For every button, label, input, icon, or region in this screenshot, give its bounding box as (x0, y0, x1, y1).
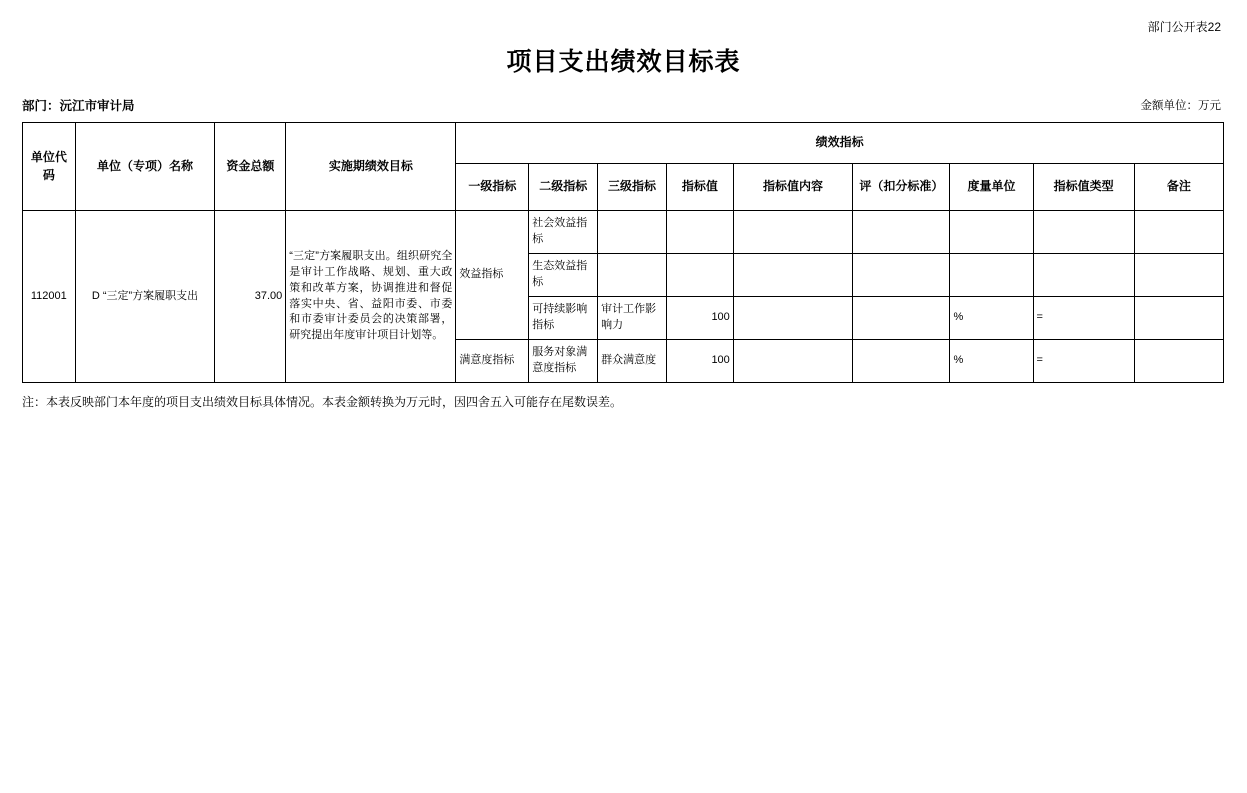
page-title: 项目支出绩效目标表 (506, 49, 741, 76)
form-code: 部门公开表22 (1147, 20, 1221, 34)
header-scoring-standard: 评（扣分标准） (853, 164, 950, 211)
cell-remark (1134, 297, 1223, 340)
table-note: 注：本表反映部门本年度的项目支出绩效目标具体情况。本表金额转换为万元时，因四舍五入可能存在尾数误差。 (22, 395, 623, 409)
cell-target-value (666, 211, 733, 254)
cell-level3 (598, 211, 667, 254)
header-value-content: 指标值内容 (733, 164, 852, 211)
cell-unit-code: 112001 (23, 211, 76, 383)
header-period-goal: 实施期绩效目标 (286, 123, 456, 211)
cell-target-value: 100 (666, 297, 733, 340)
cell-target-value: 100 (666, 340, 733, 383)
cell-scoring (853, 211, 950, 254)
header-total-amount: 资金总额 (215, 123, 286, 211)
department-label: 部门：沅江市审计局 (22, 99, 135, 113)
header-level3: 三级指标 (598, 164, 667, 211)
header-target-value: 指标值 (666, 164, 733, 211)
cell-value-content (733, 340, 852, 383)
cell-value-type (1033, 254, 1134, 297)
cell-value-type: = (1033, 340, 1134, 383)
cell-level2: 可持续影响指标 (529, 297, 598, 340)
cell-value-content (733, 297, 852, 340)
cell-value-content (733, 254, 852, 297)
header-measure-unit: 度量单位 (950, 164, 1033, 211)
cell-scoring (853, 254, 950, 297)
cell-unit-name: D “三定”方案履职支出 (75, 211, 215, 383)
cell-measure-unit: % (950, 297, 1033, 340)
cell-remark (1134, 254, 1223, 297)
header-unit-code: 单位代码 (23, 123, 76, 211)
cell-target-value (666, 254, 733, 297)
cell-remark (1134, 211, 1223, 254)
header-remark: 备注 (1134, 164, 1223, 211)
performance-target-table (22, 122, 1224, 383)
amount-unit-label: 金额单位：万元 (1140, 100, 1221, 112)
header-level1: 一级指标 (456, 164, 529, 211)
header-performance-indicators: 绩效指标 (456, 123, 1224, 164)
cell-level3: 审计工作影响力 (598, 297, 667, 340)
cell-level2: 生态效益指标 (529, 254, 598, 297)
header-value-type: 指标值类型 (1033, 164, 1134, 211)
cell-level1-satisfaction: 满意度指标 (456, 340, 529, 383)
cell-level3: 群众满意度 (598, 340, 667, 383)
cell-total-amount: 37.00 (215, 211, 286, 383)
meta-row (22, 96, 1225, 118)
cell-level3 (598, 254, 667, 297)
cell-measure-unit (950, 211, 1033, 254)
cell-level2: 服务对象满意度指标 (529, 340, 598, 383)
cell-scoring (853, 340, 950, 383)
cell-value-content (733, 211, 852, 254)
cell-remark (1134, 340, 1223, 383)
cell-value-type: = (1033, 297, 1134, 340)
cell-value-type (1033, 211, 1134, 254)
cell-scoring (853, 297, 950, 340)
table-header-row-1 (23, 123, 1224, 164)
cell-measure-unit: % (950, 340, 1033, 383)
header-unit-name: 单位（专项）名称 (75, 123, 215, 211)
cell-period-goal: “三定”方案履职支出。组织研究全是审计工作战略、规划、重大政策和改革方案，协调推进和督促落实中央、省、益阳市委、市委和市委审计委员会的决策部署，研究提出年度审计项目计划等。 (286, 211, 456, 383)
cell-level2: 社会效益指标 (529, 211, 598, 254)
header-level2: 二级指标 (529, 164, 598, 211)
table-row (23, 211, 1224, 254)
cell-measure-unit (950, 254, 1033, 297)
cell-level1-benefit: 效益指标 (456, 211, 529, 340)
